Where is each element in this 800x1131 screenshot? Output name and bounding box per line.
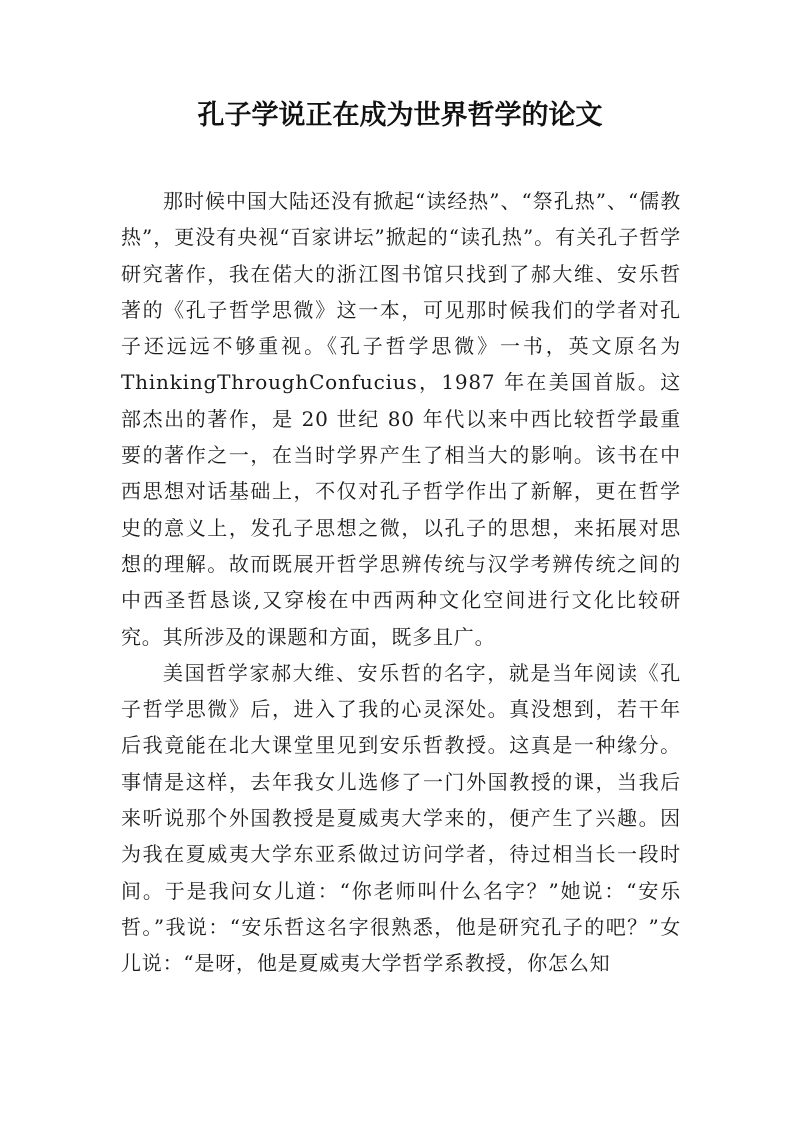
document-title: 孔子学说正在成为世界哲学的论文 bbox=[197, 100, 603, 131]
paragraph: 那时候中国大陆还没有掀起“读经热”、“祭孔热”、“儒教热”，更没有央视“百家讲坛”掀起的“读孔热”。有关孔子哲学研究著作，我在偌大的浙江图书馆只找到了郝大维、安乐哲著的《孔子哲学思微》这一本，可见那时候我们的学者对孔子还远远不够重视。《孔子哲学思微》一书，英文原名为 ThinkingThroughConfucius，1987 年在美国首版。这部杰出的著作，是 20 世纪 80 年代以来中西比较哲学最重要的著作之一，在当时学界产生了相当大的影响。该书在中西思想对话基础上，不仅对孔子哲学作出了新解，更在哲学史的意义上，发孔子思想之微，以孔子的思想，来拓展对思想的理解。故而既展开哲学思辨传统与汉学考辨传统之间的中西圣哲恳谈,又穿梭在中西两种文化空间进行文化比较研究。其所涉及的课题和方面，既多且广。 bbox=[121, 189, 681, 649]
paragraph: 美国哲学家郝大维、安乐哲的名字，就是当年阅读《孔子哲学思微》后，进入了我的心灵深处。真没想到，若干年后我竟能在北大课堂里见到安乐哲教授。这真是一种缘分。事情是这样，去年我女儿选修了一门外国教授的课，当我后来听说那个外国教授是夏威夷大学来的，便产生了兴趣。因为我在夏威夷大学东亚系做过访问学者，待过相当长一段时间。于是我问女儿道：“你老师叫什么名字？”她说：“安乐哲。”我说：“安乐哲这名字很熟悉，他是研究孔子的吧？”女儿说：“是呀，他是夏威夷大学哲学系教授，你怎么知 bbox=[121, 660, 681, 976]
document-body bbox=[121, 183, 681, 982]
